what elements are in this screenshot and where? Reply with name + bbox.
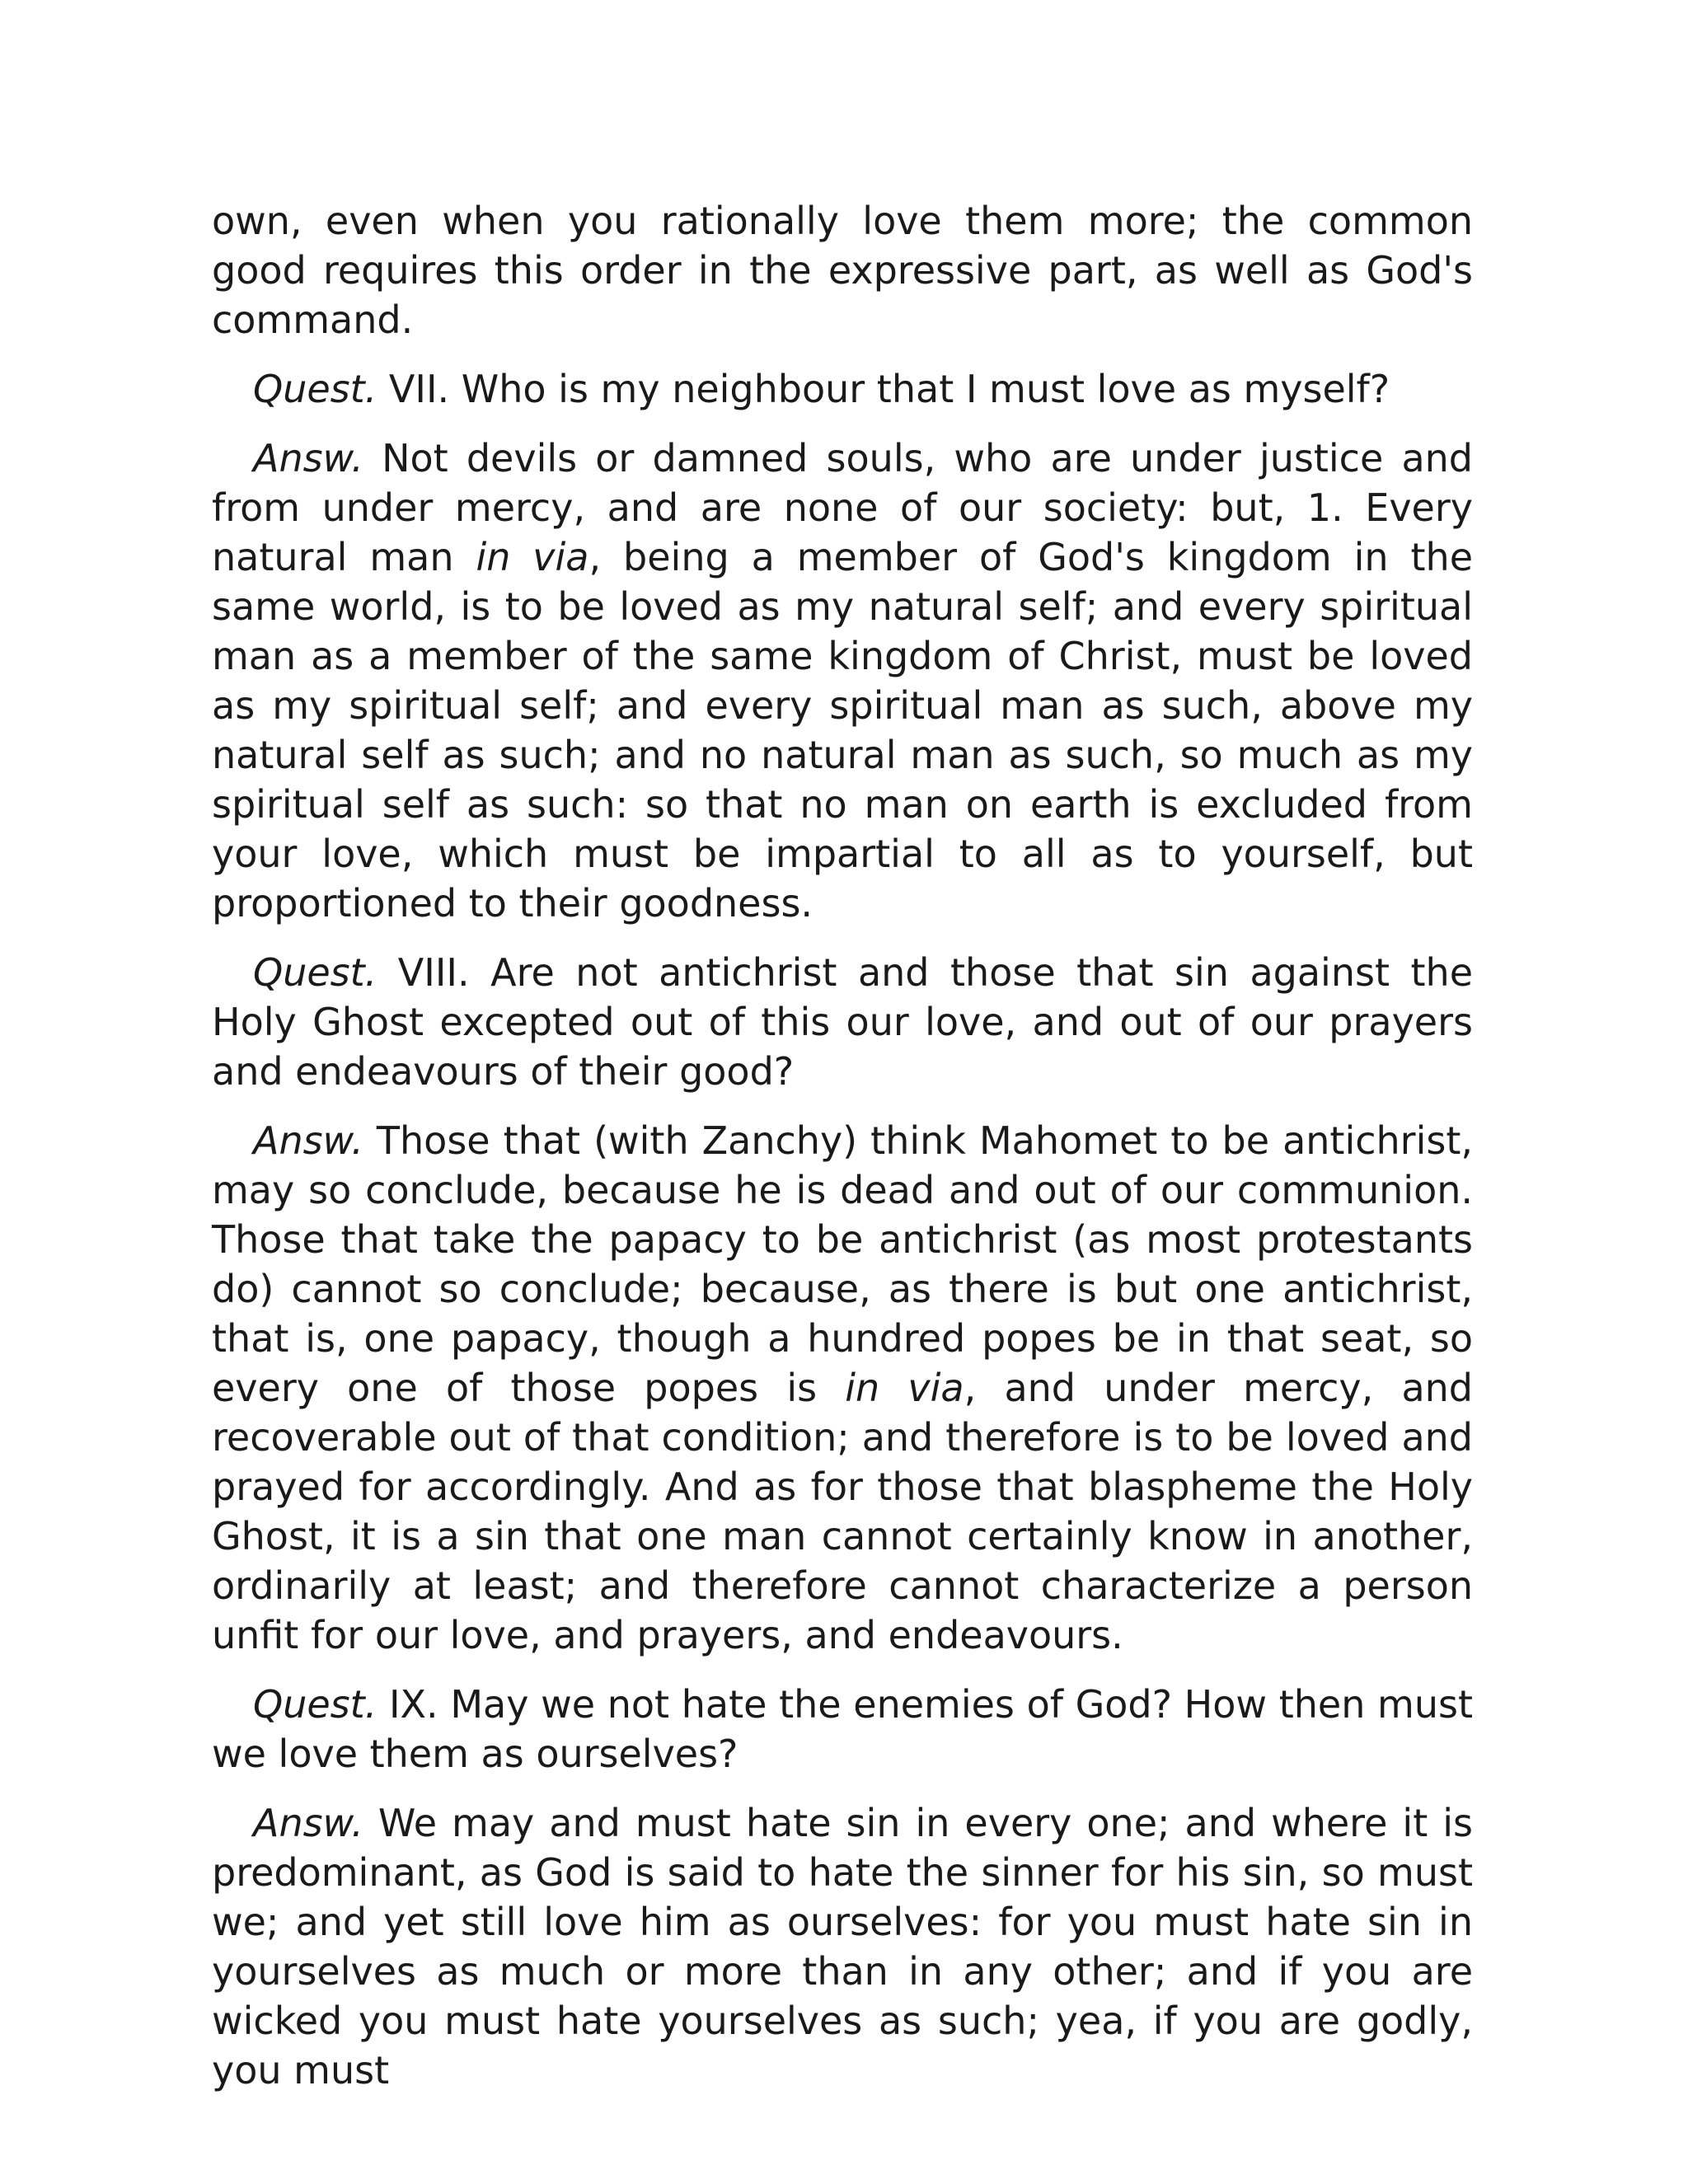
answer-italic-phrase: in via: [476, 535, 589, 579]
answer-label: Answ.: [253, 436, 363, 480]
answer-text-part-b: , and under mercy, and recoverable out of that condition; and therefore is to be loved and prayed for accordingly. And as for those that blaspheme the Holy Ghost, it is a sin that one man cannot certainly know in another, ordinarily at least; and therefore cannot characterize a person unfit for our love, and prayers, and endeavours.: [212, 1366, 1474, 1657]
question-viii: [212, 948, 1473, 1096]
question-text: VIII. Are not antichrist and those that sin against the Holy Ghost excepted out of this our love, and out of our prayers and endeavours of their good?: [212, 950, 1473, 1094]
answer-text-part-a: Not devils or damned souls, who are under justice and from under mercy, and are none of our society: but, 1. Every natural man: [212, 436, 1473, 579]
answer-ix: [212, 1798, 1473, 2095]
answer-text-part-b: , being a member of God's kingdom in the same world, is to be loved as my natural self; and every spiritual man as a member of the same kingdom of Christ, must be loved as my spiritual self; and every spiritual man as such, above my natural self as such; and no natural man as such, so much as my spiritual self as such: so that no man on earth is excluded from your love, which must be impartial to all as to yourself, but proportioned to their goodness.: [212, 535, 1474, 926]
question-ix: [212, 1680, 1473, 1779]
paragraph-continuation: [212, 196, 1473, 344]
question-label: Quest.: [253, 367, 377, 411]
question-vii: [212, 364, 1473, 414]
answer-label: Answ.: [253, 1118, 363, 1163]
answer-label: Answ.: [253, 1801, 363, 1845]
paragraph-text: own, even when you rationally love them more; the common good requires this order in the expressive part, as well as God's command.: [212, 199, 1473, 342]
question-label: Quest.: [253, 950, 377, 995]
answer-vii: [212, 434, 1473, 928]
question-text: IX. May we not hate the enemies of God? How then must we love them as ourselves?: [212, 1682, 1473, 1776]
question-label: Quest.: [253, 1682, 377, 1727]
question-text: VII. Who is my neighbour that I must love as myself?: [377, 367, 1390, 411]
page-body: [212, 196, 1473, 2115]
answer-text-part-a: Those that (with Zanchy) think Mahomet to be antichrist, may so conclude, because he is dead and out of our communion. Those that take the papacy to be antichrist (as most protestants do) cannot so conclude; because, as there is but one antichrist, that is, one papacy, though a hundred popes be in that seat, so every one of those popes is: [212, 1118, 1473, 1410]
answer-text: We may and must hate sin in every one; and where it is predominant, as God is said to hate the sinner for his sin, so must we; and yet still love him as ourselves: for you must hate sin in yourselves as much or more than in any other; and if you are wicked you must hate yourselves as such; yea, if you are godly, you must: [212, 1801, 1473, 2093]
answer-italic-phrase: in via: [845, 1366, 964, 1410]
answer-viii: [212, 1116, 1473, 1660]
